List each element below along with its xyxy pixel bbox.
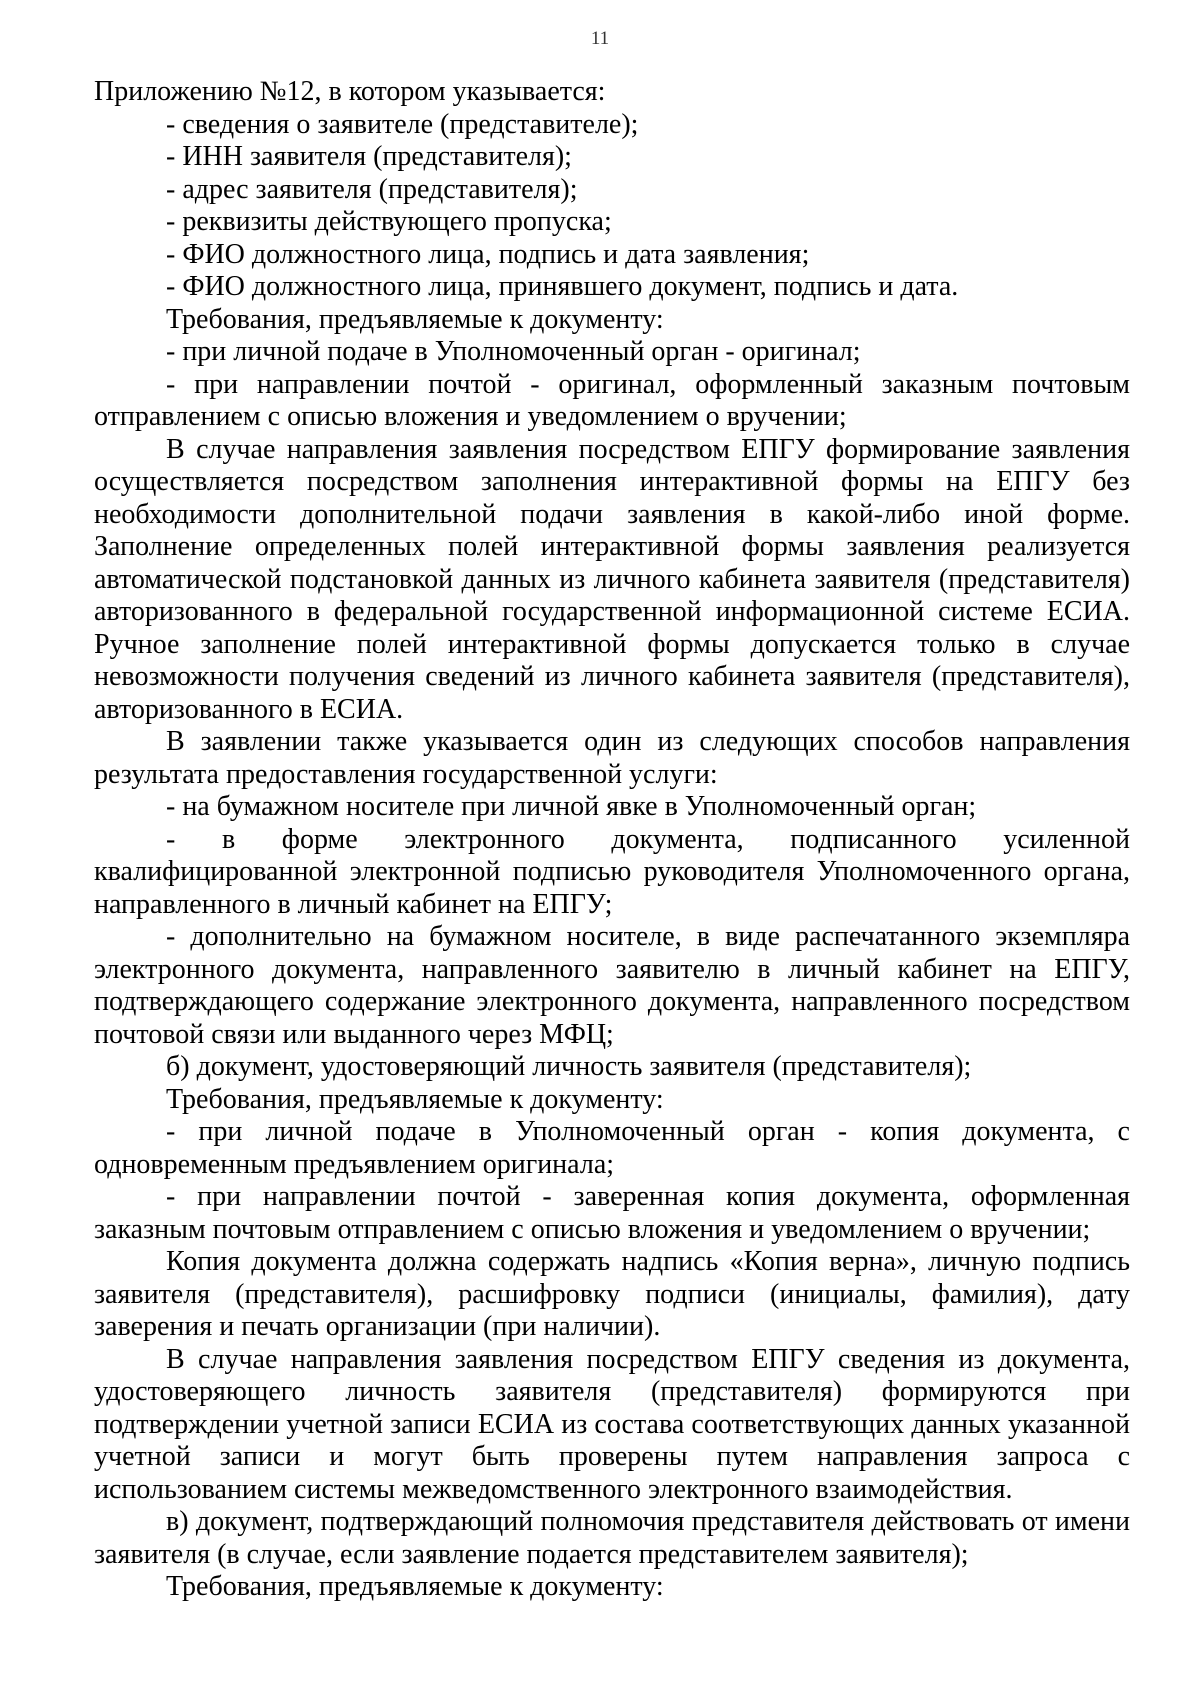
requirement-copy-in-person: - при личной подаче в Уполномоченный орган - копия документа, с одновременным предъявлением оригинала;: [94, 1116, 1130, 1180]
paragraph-authority-document: в) документ, подтверждающий полномочия представителя действовать от имени заявителя (в случае, если заявление подается представителем заявителя);: [94, 1506, 1130, 1570]
list-item-additional-paper: - дополнительно на бумажном носителе, в виде распечатанного экземпляра электронного документа, направленного заявителю в личный кабинет на ЕПГУ, подтверждающего содержание электронного документа, направленного посредством почтовой связи или выданного через МФЦ;: [94, 921, 1130, 1050]
list-item-address: - адрес заявителя (представителя);: [166, 173, 578, 205]
paragraph-copy-certification: Копия документа должна содержать надпись «Копия верна», личную подпись заявителя (представителя), расшифровку подписи (инициалы, фамилия), дату заверения и печать организации (при наличии).: [94, 1246, 1130, 1342]
requirement-in-person: - при личной подаче в Уполномоченный орган - оригинал;: [166, 336, 861, 367]
list-item-receiving-official: - ФИО должностного лица, принявшего документ, подпись и дата.: [166, 271, 959, 302]
paragraph-identity-document: б) документ, удостоверяющий личность заявителя (представителя);: [166, 1051, 972, 1082]
paragraph-result-methods: В заявлении также указывается один из следующих способов направления результата предоставления государственной услуги:: [94, 726, 1130, 790]
paragraph-intro: Приложению №12, в котором указывается:: [94, 76, 606, 107]
requirement-copy-by-mail: - при направлении почтой - заверенная копия документа, оформленная заказным почтовым отправлением с описью вложения и уведомлением о вручении;: [94, 1181, 1130, 1245]
list-item-pass-details: - реквизиты действующего пропуска;: [166, 206, 612, 237]
list-item-paper: - на бумажном носителе при личной явке в Уполномоченный орган;: [166, 791, 977, 822]
requirements-heading: Требования, предъявляемые к документу:: [166, 303, 664, 335]
list-item-applicant-info: - сведения о заявителе (представителе);: [166, 108, 639, 140]
paragraph-epgu-application: В случае направления заявления посредством ЕПГУ формирование заявления осуществляется посредством заполнения интерактивной формы на ЕПГУ без необходимости дополнительной подачи заявления в какой-либо иной форме. Заполнение определенных полей интерактивной формы заявления реализуется автоматической подстановкой данных из личного кабинета заявителя (представителя) авторизованного в федеральной государственной информационной системе ЕСИА. Ручное заполнение полей интерактивной формы допускается только в случае невозможности получения сведений из личного кабинета заявителя (представителя), авторизованного в ЕСИА.: [94, 433, 1130, 725]
document-body: [94, 76, 1130, 1604]
paragraph-epgu-identity: В случае направления заявления посредством ЕПГУ сведения из документа, удостоверяющего личность заявителя (представителя) формируются при подтверждении учетной записи ЕСИА из состава соответствующих данных указанной учетной записи и могут быть проверены путем направления запроса с использованием системы межведомственного электронного взаимодействия.: [94, 1343, 1130, 1505]
requirement-by-mail: - при направлении почтой - оригинал, оформленный заказным почтовым отправлением с описью вложения и уведомлением о вручении;: [94, 368, 1130, 432]
requirements-heading-2: Требования, предъявляемые к документу:: [166, 1083, 664, 1115]
list-item-electronic: - в форме электронного документа, подписанного усиленной квалифицированной электронной подписью руководителя Уполномоченного органа, направленного в личный кабинет на ЕПГУ;: [94, 823, 1130, 920]
page-number: 11: [590, 28, 610, 49]
list-item-official-signature: - ФИО должностного лица, подпись и дата заявления;: [166, 238, 810, 270]
list-item-inn: - ИНН заявителя (представителя);: [166, 141, 572, 172]
requirements-heading-3: Требования, предъявляемые к документу:: [166, 1571, 664, 1602]
